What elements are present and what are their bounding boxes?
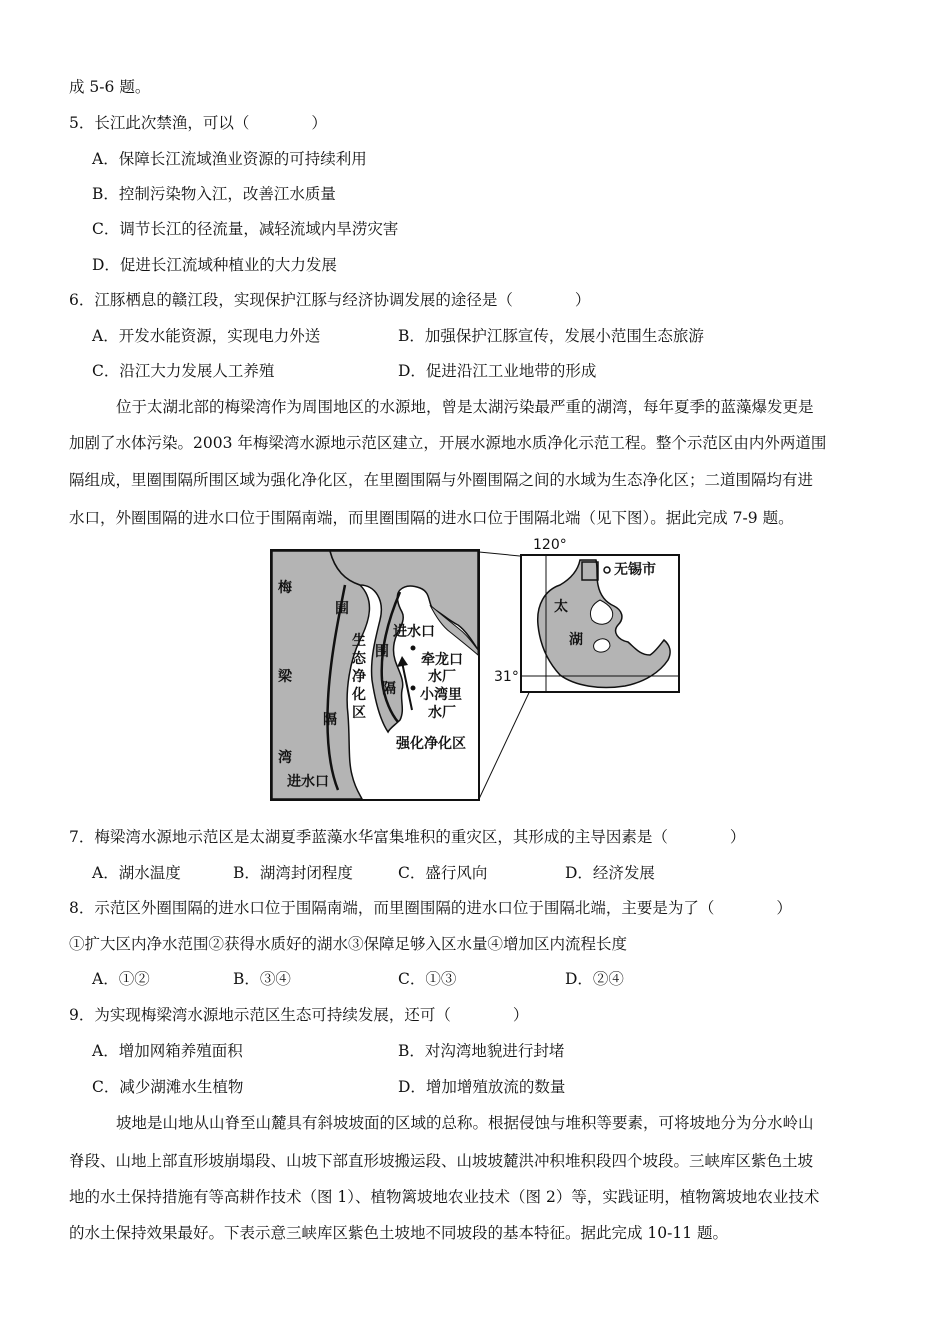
label-wuxi: 无锡市	[614, 562, 656, 578]
label-outer-ge: 隔	[323, 712, 337, 728]
q6-option-c: C．沿江大力发展人工养殖	[92, 362, 275, 380]
q8-option-b: B．③④	[233, 970, 291, 988]
q5-option-d: D．促进长江流域种植业的大力发展	[92, 256, 337, 274]
q8-statements: ①扩大区内净水范围②获得水质好的湖水③保障足够入区水量④增加区内流程长度	[69, 935, 628, 953]
label-xiaowanli: 小湾里	[420, 687, 462, 703]
detail-map-panel	[271, 550, 479, 800]
label-qianlongkou: 牵龙口	[421, 652, 463, 668]
label-eco-3: 净	[352, 669, 366, 685]
label-hu: 湖	[569, 632, 583, 648]
q5-option-a: A．保障长江流域渔业资源的可持续利用	[92, 150, 367, 168]
passage-3-line-4: 的水土保持效果最好。下表示意三峡库区紫色土坡地不同坡段的基本特征。据此完成 10-11 题。	[69, 1224, 729, 1242]
q9-option-d: D．增加增殖放流的数量	[398, 1078, 566, 1096]
label-plant-2: 水厂	[428, 705, 456, 721]
q7-option-c: C．盛行风向	[398, 864, 488, 882]
passage-2-line-3: 隔组成，里圈围隔所围区域为强化净化区，在里圈围隔与外圈围隔之间的水域为生态净化区；二道围隔均有进	[69, 471, 814, 489]
label-eco-5: 区	[352, 705, 366, 721]
q5-option-b: B．控制污染物入江，改善江水质量	[92, 185, 336, 203]
passage-2-line-4: 水口，外圈围隔的进水口位于围隔南端，而里圈围隔的进水口位于围隔北端（见下图）。据此完成 7-9 题。	[69, 509, 794, 527]
label-eco-2: 态	[352, 651, 366, 667]
passage-3-line-3: 地的水土保持措施有等高耕作技术（图 1）、植物篱坡地农业技术（图 2）等，实践证明，植物篱坡地农业技术	[69, 1188, 820, 1206]
label-eco-4: 化	[352, 687, 366, 703]
q9-option-a: A．增加网箱养殖面积	[92, 1042, 243, 1060]
label-strong-zone: 强化净化区	[396, 736, 466, 752]
passage-2-line-1: 位于太湖北部的梅梁湾作为周围地区的水源地，曾是太湖污染最严重的湖湾，每年夏季的蓝藻爆发更是	[116, 398, 814, 416]
q6-option-d: D．促进沿江工业地带的形成	[398, 362, 597, 380]
label-inner-ge: 隔	[382, 681, 396, 697]
q6-option-b: B．加强保护江豚宣传，发展小范围生态旅游	[398, 327, 704, 345]
q5-option-c: C．调节长江的径流量，减轻流域内旱涝灾害	[92, 220, 399, 238]
west-island	[594, 639, 610, 652]
passage-2-line-2: 加剧了水体污染。2003 年梅梁湾水源地示范区建立，开展水源地水质净化示范工程。整个示范区由内外两道围	[69, 434, 827, 452]
label-longitude: 120°	[533, 537, 567, 553]
q8-option-a: A．①②	[92, 970, 150, 988]
label-tai: 太	[554, 599, 568, 615]
question-6-stem: 6．江豚栖息的赣江段，实现保护江豚与经济协调发展的途径是（ ）	[69, 291, 591, 309]
q7-option-b: B．湖湾封闭程度	[233, 864, 353, 882]
q7-option-a: A．湖水温度	[92, 864, 181, 882]
passage-3-line-1: 坡地是山地从山脊至山麓具有斜坡坡面的区域的总称。根据侵蚀与堆积等要素，可将坡地分为分水岭山	[116, 1114, 814, 1132]
question-8-stem: 8．示范区外圈围隔的进水口位于围隔南端，而里圈围隔的进水口位于围隔北端，主要是为了（ ）	[69, 899, 792, 917]
label-liang: 梁	[278, 669, 292, 685]
label-inlet-south: 进水口	[287, 774, 329, 790]
q9-option-b: B．对沟湾地貌进行封堵	[398, 1042, 565, 1060]
label-eco-1: 生	[352, 633, 366, 649]
label-wan: 湾	[278, 750, 292, 766]
qianlongkou-plant-dot	[411, 646, 416, 651]
label-mei: 梅	[278, 580, 292, 596]
label-latitude: 31°	[494, 669, 519, 685]
q6-option-a: A．开发水能资源，实现电力外送	[92, 327, 321, 345]
question-5-stem: 5．长江此次禁渔，可以（ ）	[69, 114, 327, 132]
label-plant-1: 水厂	[428, 669, 456, 685]
label-outer-wei: 围	[335, 601, 349, 617]
q8-option-d: D．②④	[565, 970, 624, 988]
passage-3-line-2: 脊段、山地上部直形坡崩塌段、山坡下部直形坡搬运段、山坡坡麓洪冲积堆积段四个坡段。三峡库区紫色土坡	[69, 1152, 814, 1170]
label-inlet-north: 进水口	[393, 624, 435, 640]
q8-option-c: C．①③	[398, 970, 457, 988]
label-inner-wei: 围	[375, 644, 389, 660]
passage-continuation: 成 5-6 题。	[69, 78, 151, 96]
overview-map-panel	[494, 537, 679, 692]
q7-option-d: D．经济发展	[565, 864, 655, 882]
wuxi-city-dot	[604, 567, 610, 573]
q9-option-c: C．减少湖滩水生植物	[92, 1078, 244, 1096]
xiaowanli-plant-dot	[411, 686, 416, 691]
question-9-stem: 9．为实现梅梁湾水源地示范区生态可持续发展，还可（ ）	[69, 1006, 529, 1024]
question-7-stem: 7．梅梁湾水源地示范区是太湖夏季蓝藻水华富集堆积的重灾区，其形成的主导因素是（ ）	[69, 828, 746, 846]
